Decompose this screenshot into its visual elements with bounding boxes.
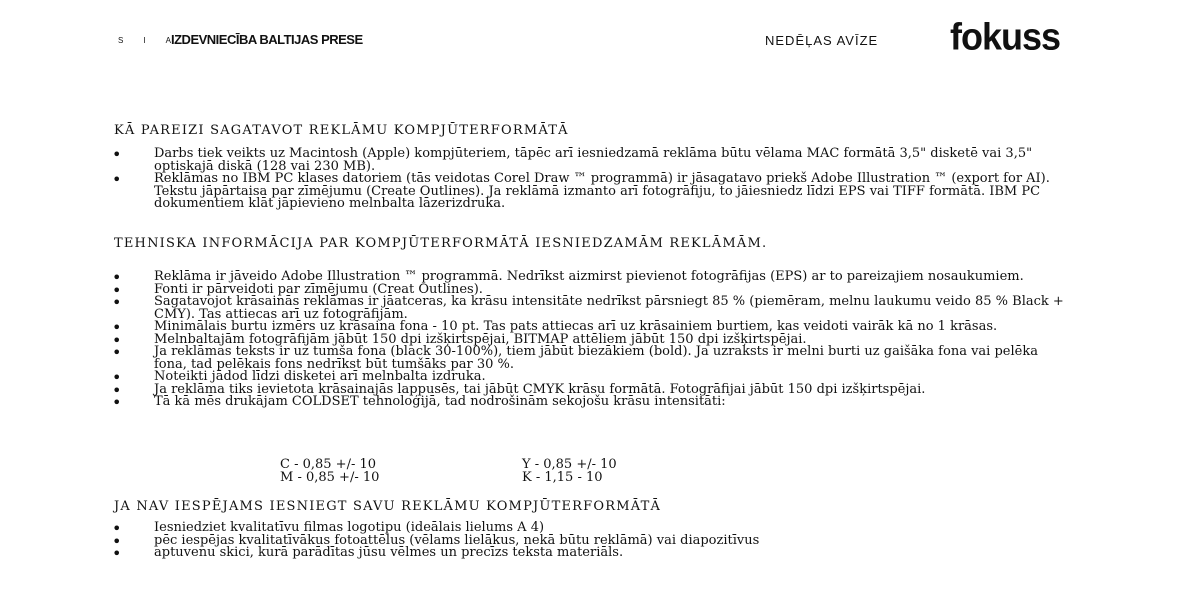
section-title-computer-format: KĀ PAREIZI SAGATAVOT REKLĀMU KOMPJŪTERFORMĀTĀ [114, 123, 569, 138]
list-item: • Noteikti jādod līdzi disketei arī melnbalta izdruka. [110, 371, 1070, 384]
list-computer-format [110, 148, 1070, 211]
list-item: • Reklāmas no IBM PC klases datoriem (tās veidotas Corel Draw ™ programmā) ir jāsagatavo priekš Adobe Illustration ™ (export for AI). Tekstu jāpārtaisa par zīmējumu (Create Outlines). Ja reklāmā izmanto arī fotogrāfiju, to jāiesniedz līdzi EPS vai TIFF formātā. IBM PC dokumentiem klāt jāpievieno melnbalta lāzerizdruka. [110, 173, 1070, 211]
cmyk-cyan: C - 0,85 +/- 10 [280, 457, 377, 472]
list-item: • Tā kā mēs drukājam COLDSET tehnoloģijā, tad nodrošinām sekojošu krāsu intensitāti: [110, 396, 1070, 409]
cmyk-magenta: M - 0,85 +/- 10 [280, 470, 380, 485]
company-type: S I A [118, 36, 180, 45]
letterhead [0, 14, 1200, 62]
list-item: • Ja reklāmas teksts ir uz tumša fona (black 30-100%), tiem jābūt biezākiem (bold). Ja uzraksts ir melni burti uz gaišāka fona vai pelēka fona, tad pelēkais fons nedrīkst būt tumšāks par 30 %. [110, 346, 1070, 371]
list-item: • Fonti ir pārveidoti par zīmējumu (Creat Outlines). [110, 284, 1070, 297]
list-item: • Ja reklāma tiks ievietota krāsainajās lappusēs, tai jābūt CMYK krāsu formātā. Fotogrāfijai jābūt 150 dpi izšķirtspējai. [110, 384, 1070, 397]
list-item: • Minimālais burtu izmērs uz krāsaina fona - 10 pt. Tas pats attiecas arī uz krāsainiem burtiem, kas veidoti vairāk kā no 1 krāsas. [110, 321, 1070, 334]
cmyk-yellow: Y - 0,85 +/- 10 [522, 457, 617, 472]
list-item: • Iesniedziet kvalitatīvu filmas logotipu (ideālais lielums A 4) [110, 522, 1070, 535]
list-item: • Melnbaltajām fotogrāfijām jābūt 150 dpi izšķirtspējai, BITMAP attēliem jābūt 150 dpi izšķirtspējai. [110, 334, 1070, 347]
list-non-digital [110, 522, 1070, 560]
fokuss-logo: fokuss [950, 14, 1061, 58]
cmyk-values [280, 458, 617, 484]
list-item: • aptuvenu skici, kurā parādītas jūsu vēlmes un precīzs teksta materiāls. [110, 547, 1070, 560]
cmyk-row [280, 471, 617, 484]
cmyk-black: K - 1,15 - 10 [522, 470, 603, 485]
list-item: • Reklāma ir jāveido Adobe Illustration ™ programmā. Nedrīkst aizmirst pievienot fotogrāfijas (EPS) ar to pareizajiem nosaukumiem. [110, 271, 1070, 284]
publisher-name: IZDEVNIECĪBA BALTIJAS PRESE [171, 32, 363, 47]
list-item: • Darbs tiek veikts uz Macintosh (Apple) kompjūteriem, tāpēc arī iesniedzamā reklāma būtu vēlama MAC formātā 3,5" disketē vai 3,5" optiskajā diskā (128 vai 230 MB). [110, 148, 1070, 173]
list-item: • pēc iespējas kvalitatīvākus fotoattēlus (vēlams lielākus, nekā būtu reklāmā) vai diapozitīvus [110, 535, 1070, 548]
section-title-technical-info: TEHNISKA INFORMĀCIJA PAR KOMPJŪTERFORMĀTĀ IESNIEDZAMĀM REKLĀMĀM. [114, 236, 768, 251]
list-technical-info [110, 271, 1070, 409]
section-title-non-digital: JA NAV IESPĒJAMS IESNIEGT SAVU REKLĀMU KOMPJŪTERFORMĀTĀ [114, 499, 662, 514]
list-item: • Sagatavojot krāsainās reklāmas ir jāatceras, ka krāsu intensitāte nedrīkst pārsniegt 85 % (piemēram, melnu laukumu veido 85 % Black + CMY). Tas attiecas arī uz fotogrāfijām. [110, 296, 1070, 321]
weekly-label: NEDĒĻAS AVĪZE [765, 33, 879, 48]
